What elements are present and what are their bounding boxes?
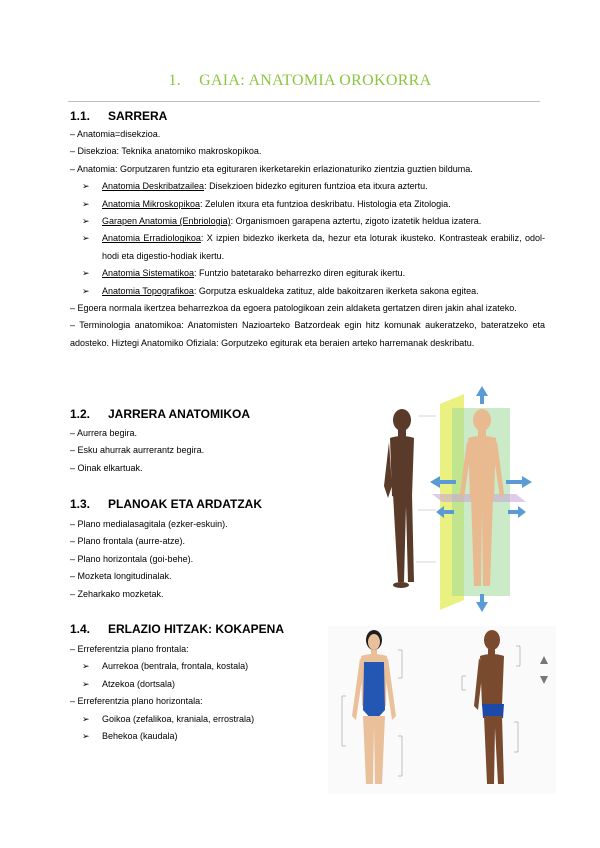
- list-item: – Zeharkako mozketak.: [70, 588, 164, 599]
- anatomical-planes-figure: [340, 386, 532, 612]
- list-item: – Aurrera begira.: [70, 428, 138, 438]
- male-figure-side: [384, 409, 414, 588]
- list-item: ➢ Atzekoa (dortsala): [82, 678, 176, 689]
- list-item: ➢ Anatomia Sistematikoa: Funtzio batetarako beharrezko diren egiturak ikertu.: [82, 268, 406, 279]
- planoak-list: [70, 516, 330, 603]
- list-item: ➢ Anatomia Deskribatzailea: Disekzioen bidezko egituren funtzioa eta itxura aztertu.: [82, 181, 428, 192]
- section-heading-sarrera: 1.1. SARRERA: [70, 109, 168, 123]
- list-item: ➢ Anatomia Mikroskopikoa: Zelulen itxura eta funtzioa deskribatu. Histologia eta Zitologia.: [82, 198, 451, 209]
- label-lines: [416, 416, 436, 562]
- list-item: ➢ Anatomia Erradiologikoa: X izpien bidezko ikerketa da, hezur eta loturak ikusteko. Kontrasteak erabiliz, odol-hodi eta digestio-hodiak ikertu.: [82, 233, 545, 261]
- list-item: – Esku ahurrak aurrerantz begira.: [70, 445, 205, 456]
- anatomical-planes-illustration: [340, 386, 532, 612]
- list-item: ➢ Goikoa (zefalikoa, kraniala, errostrala): [82, 713, 255, 724]
- title-divider: [68, 101, 540, 102]
- arrow-right-icon: [508, 506, 526, 518]
- list-item: – Plano horizontala (goi-behe).: [70, 553, 194, 564]
- list-item: ➢ Anatomia Topografikoa: Gorputza eskualdeka zatituz, alde bakoitzaren ikerketa sakona egitea.: [82, 285, 479, 296]
- list-item: – Plano medialasagitala (ezker-eskuin).: [70, 519, 228, 529]
- page-title: 1. GAIA: ANATOMIA OROKORRA: [168, 72, 432, 89]
- list-item: – Plano frontala (aurre-atze).: [70, 536, 186, 547]
- list-item: ➢ Garapen Anatomia (Enbriologia): Organismoen garapena aztertu, zigoto izatetik heldua izatera.: [82, 216, 482, 227]
- section-heading-jarrera: 1.2. JARRERA ANATOMIKOA: [70, 407, 251, 421]
- arrow-up-icon: [476, 386, 488, 404]
- sarrera-body: [70, 126, 545, 352]
- sarrera-line: – Anatomia=disekzioa.: [70, 129, 161, 139]
- list-item: – Erreferentzia plano frontala:: [70, 644, 189, 654]
- arrow-down-icon: [476, 594, 488, 612]
- list-item: ➢ Aurrekoa (bentrala, frontala, kostala): [82, 661, 249, 672]
- jarrera-list: [70, 425, 330, 477]
- figure-background: [328, 626, 556, 794]
- section-heading-planoak: 1.3. PLANOAK ETA ARDATZAK: [70, 497, 262, 511]
- section-heading-erlazio: 1.4. ERLAZIO HITZAK: KOKAPENA: [70, 622, 284, 636]
- list-item: – Oinak elkartuak.: [70, 462, 143, 473]
- sarrera-line: – Terminologia anatomikoa: Anatomisten Nazioarteko Batzordeak egin hitz komunak aukeratzeko, bateratzeko eta adosteko. Hiztegi Anatomiko Ofiziala: Gorputzeko egiturak eta beraien arteko harremanak deskribatu.: [70, 320, 545, 348]
- list-item: – Erreferentzia plano horizontala:: [70, 696, 203, 707]
- list-item: ➢ Behekoa (kaudala): [82, 731, 178, 742]
- sarrera-line: – Anatomia: Gorputzaren funtzio eta egituraren ikerketarekin erlazionaturiko zientzia guztien bilduma.: [70, 163, 473, 174]
- erlazio-list: [70, 641, 330, 745]
- list-item: – Mozketa longitudinalak.: [70, 571, 172, 582]
- relational-terms-illustration: [328, 626, 556, 794]
- relational-terms-figure: [328, 626, 556, 794]
- sarrera-line: – Disekzioa: Teknika anatomiko makroskopikoa.: [70, 146, 262, 157]
- sarrera-line: – Egoera normala ikertzea beharrezkoa da egoera patologikoan zein aldaketa gertatzen diren jakin ahal izateko.: [70, 303, 517, 314]
